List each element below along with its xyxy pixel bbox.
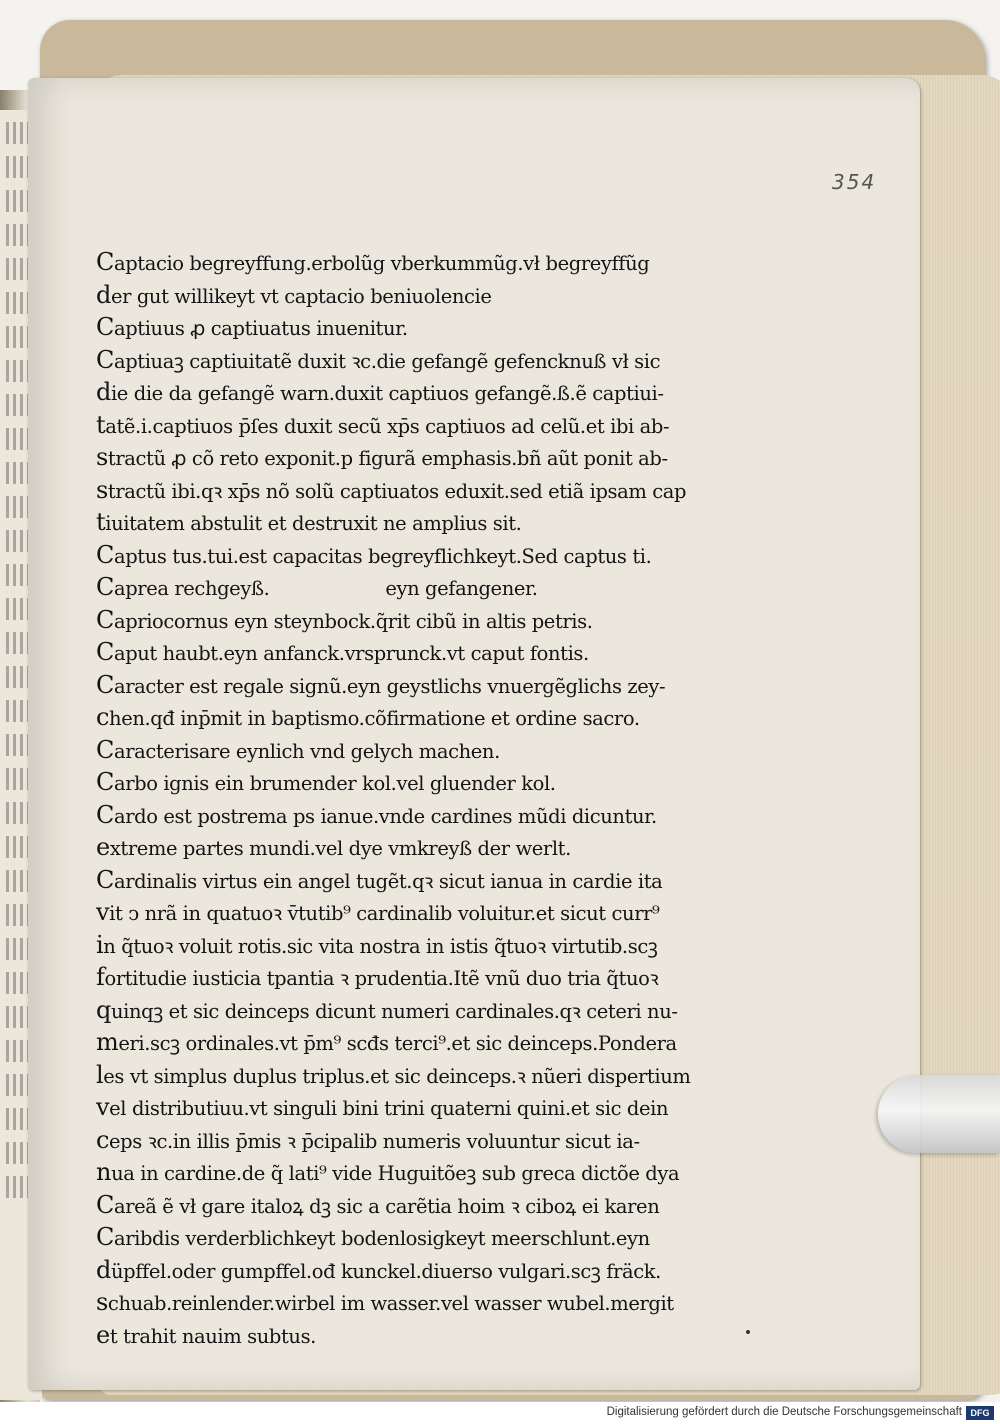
text-line: Captus tus.tui.est capacitas begreyflichkeyt.Sed captus ti.: [96, 540, 652, 569]
text-line: tatẽ.i.captiuos p̄ſes duxit secũ xp̄s captiuos ad celũ.et ibi ab-: [96, 410, 670, 439]
dfg-logo-icon: DFG: [966, 1406, 994, 1420]
text-line: et trahit nauim subtus.: [96, 1320, 316, 1349]
footer-credit: Digitalisierung gefördert durch die Deutsche Forschungsgemeinschaft: [606, 1406, 962, 1418]
text-line: quinqꝫ et sic deinceps dicunt numeri cardinales.qꝛ ceteri nu-: [96, 995, 678, 1024]
text-line: fortitudie iusticia tpantia ꝛ prudentia.Itẽ vnũ duo tria q̃tuoꝛ: [96, 963, 659, 991]
text-line: düpffel.oder gumpffel.ođ kunckel.diuerso vulgari.scꝫ fräck.: [96, 1255, 661, 1284]
text-line: Cardinalis virtus ein angel tugẽt.qꝛ sicut ianua in cardie ita: [96, 865, 663, 894]
text-line: Captiuaꝫ captiuitatẽ duxit ꝛc.die gefangẽ gefencknuß vł sic: [96, 345, 661, 374]
text-line: in q̃tuoꝛ voluit rotis.sic vita nostra in istis q̃tuoꝛ virtutib.scꝫ: [96, 930, 658, 959]
text-line: Caribdis verderblichkeyt bodenlosigkeyt meerschlunt.eyn: [96, 1223, 650, 1251]
text-line: Cardo est postrema ps ianue.vnde cardines mũdi dicuntur.: [96, 800, 657, 829]
text-line: Caput haubt.eyn anfanck.vrsprunck.vt caput fontis.: [96, 638, 589, 666]
text-line: der gut willikeyt vt captacio beniuolencie: [96, 280, 492, 309]
text-line: Carbo ignis ein brumender kol.vel gluender kol.: [96, 768, 556, 796]
page-clamp: [878, 1075, 1000, 1153]
text-line: Careã ẽ vł gare italoꝝ dꝫ sic a carẽtia hoim ꝛ ciboꝝ ei karen: [96, 1190, 660, 1219]
text-line: Captacio begreyffung.erbolũg vberkummũg.vł begreyffũg: [96, 248, 650, 276]
text-line: schuab.reinlender.wirbel im wasser.vel wasser wubel.mergit: [96, 1288, 674, 1316]
text-line: extreme partes mundi.vel dye vmkreyß der werlt.: [96, 833, 571, 861]
text-line: vit ↄ nrã in quatuoꝛ v̄tutib⁹ cardinalib voluitur.et sicut curr⁹: [96, 898, 660, 926]
text-line: nua in cardine.de q̃ lati⁹ vide Huguitõeꝫ sub greca dictõe dya: [96, 1158, 680, 1186]
text-line: chen.qđ inp̄mit in baptismo.cõfirmatione et ordine sacro.: [96, 703, 640, 731]
page-number: 354: [832, 170, 877, 194]
footer-bar: [0, 1402, 1000, 1424]
text-line: Caprea rechgeyß. eyn gefangener.: [96, 573, 538, 601]
text-line: tiuitatem abstulit et destruxit ne amplius sit.: [96, 508, 522, 536]
text-line: Captiuus ꝓ captiuatus inuenitur.: [96, 313, 408, 341]
text-line: ceps ꝛc.in illis p̄mis ꝛ p̄cipalib numeris voluuntur sicut ia-: [96, 1125, 640, 1154]
text-line: stractũ ꝓ cõ reto exponit.p figurã emphasis.bñ aũt ponit ab-: [96, 443, 668, 471]
text-line: meri.scꝫ ordinales.vt p̄m⁹ scđs terci⁹.et sic deinceps.Pondera: [96, 1028, 677, 1056]
text-line: Capriocornus eyn steynbock.q̃rit cibũ in altis petris.: [96, 605, 593, 634]
ink-dot: [746, 1330, 750, 1334]
text-line: stractũ ibi.qꝛ xp̄s nõ solũ captiuatos eduxit.sed etiã ipsam cap: [96, 475, 687, 504]
text-line: vel distributiuu.vt singuli bini trini quaterni quini.et sic dein: [96, 1093, 669, 1121]
page-text: [96, 247, 786, 1352]
text-line: les vt simplus duplus triplus.et sic deinceps.ꝛ nũeri dispertium: [96, 1060, 691, 1089]
text-line: Caracter est regale signũ.eyn geystlichs vnuergẽglichs zey-: [96, 670, 666, 699]
text-line: die die da gefangẽ warn.duxit captiuos gefangẽ.ß.ẽ captiui-: [96, 378, 664, 406]
text-line: Caracterisare eynlich vnd gelych machen.: [96, 735, 500, 764]
